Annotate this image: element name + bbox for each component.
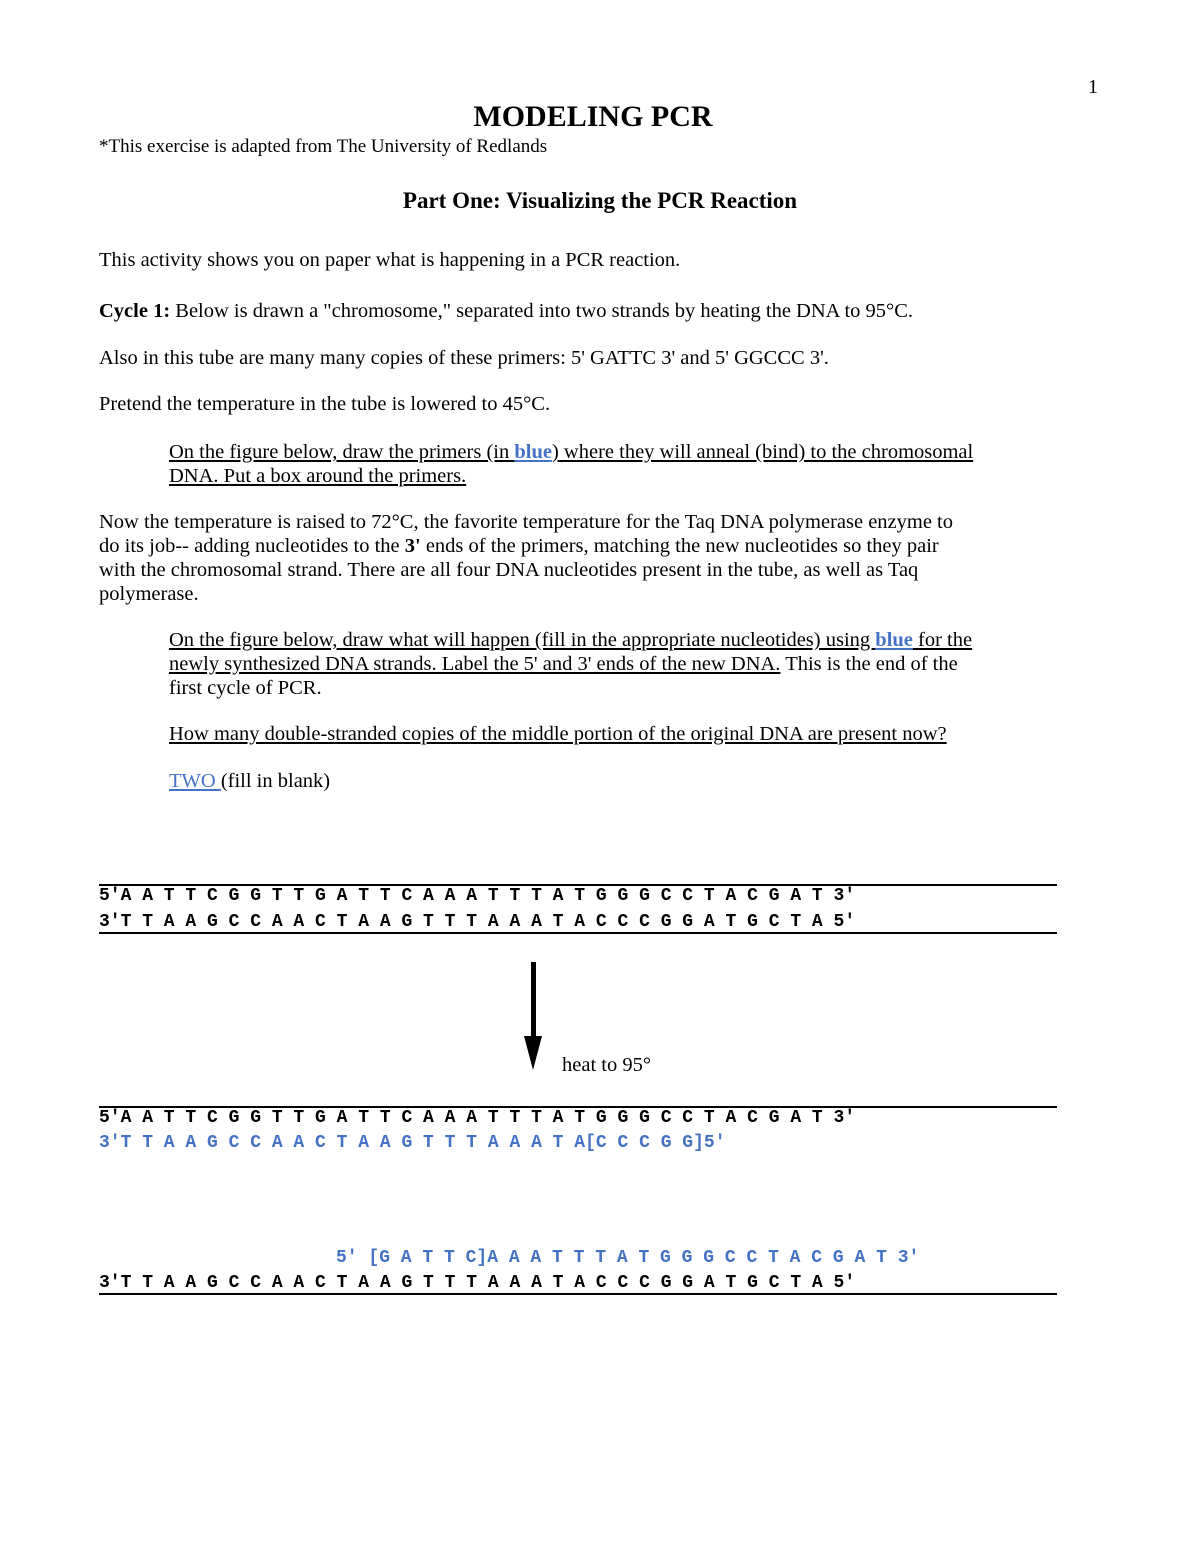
instruction-synthesis: On the figure below, draw what will happen (fill in the appropriate nucleotides) using blue for the newly synthesized DNA strands. Label the 5' and 3' ends of the new DNA. This is the end of the first cycle of PCR. [169, 629, 973, 699]
raise-temp-paragraph: Now the temperature is raised to 72°C, the favorite temperature for the Taq DNA polymerase enzyme to do its job-- adding nucleotides to the 3' ends of the primers, matching the new nucleotides so they pair with the chromosomal strand. There are all four DNA nucleotides present in the tube, as well as Taq polymerase. [99, 511, 954, 605]
dna-top-strand-separated: 5'A A T T C G G T T G A T T C A A A T T T A T G G G C C T A C G A T 3' [99, 1108, 856, 1128]
blue-word: blue [875, 629, 913, 651]
page-title: MODELING PCR [473, 100, 713, 133]
question: How many double-stranded copies of the middle portion of the original DNA are present now? [169, 723, 947, 745]
dna-bottom-strand-separated: 3'T T A A G C C A A C T A A G T T T A A A T A C C C G G A T G C T A 5' [99, 1273, 856, 1293]
blue-word: blue [514, 441, 552, 463]
instruction-primers: On the figure below, draw the primers (in blue) where they will anneal (bind) to the chromosomal DNA. Put a box around the primers. [169, 441, 974, 487]
down-arrow-icon [531, 962, 536, 1040]
dna-bottom-strand: 3'T T A A G C C A A C T A A G T T T A A A T A C C C G G A T G C T A 5' [99, 912, 856, 932]
cycle1-label: Cycle 1: [99, 300, 171, 322]
new-bottom-strand: 3′T T A A G C C A A C T A A G T T T A A A T A[C C C G G]5′ [99, 1133, 726, 1153]
cycle1-paragraph [99, 299, 913, 323]
source-credit: *This exercise is adapted from The University of Redlands [99, 136, 548, 157]
cycle1-text: Below is drawn a "chromosome," separated into two strands by heating the DNA to 95°C. [170, 300, 914, 322]
strand-line [99, 1293, 1057, 1295]
new-top-strand: 5′ [G A T T C]A A A T T T A T G G G C C T A C G A T 3′ [336, 1248, 920, 1268]
answer-line: TWO (fill in blank) [169, 770, 331, 792]
primers-paragraph: Also in this tube are many many copies of these primers: 5' GATTC 3' and 5' GGCCC 3'. [99, 347, 829, 369]
section-title: Part One: Visualizing the PCR Reaction [402, 188, 798, 213]
intro-paragraph: This activity shows you on paper what is happening in a PCR reaction. [99, 249, 681, 271]
heat-label: heat to 95° [562, 1054, 652, 1076]
page-number: 1 [1088, 76, 1098, 98]
arrow-head-icon [524, 1036, 542, 1070]
answer-value: TWO [169, 770, 221, 792]
lower-temp-paragraph: Pretend the temperature in the tube is lowered to 45°C. [99, 393, 551, 415]
dna-top-strand: 5'A A T T C G G T T G A T T C A A A T T T A T G G G C C T A C G A T 3' [99, 886, 856, 906]
strand-line [99, 932, 1057, 934]
